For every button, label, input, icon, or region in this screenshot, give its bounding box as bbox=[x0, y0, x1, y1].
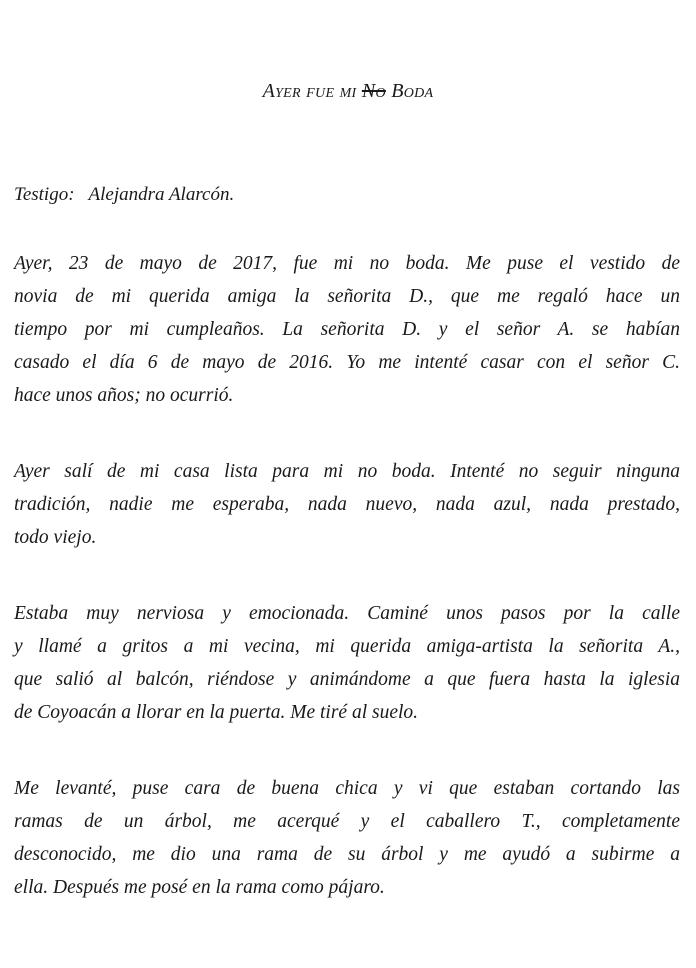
paragraph-line: casado el día 6 de mayo de 2016. Yo me intenté casar con el señor C. bbox=[14, 352, 680, 373]
title-struck-word: No bbox=[361, 80, 386, 102]
paragraph-line: Ayer salí de mi casa lista para mi no boda. Intenté no seguir ninguna bbox=[14, 461, 680, 482]
title-part-1: Ayer fue mi bbox=[262, 80, 357, 102]
paragraph-line: de Coyoacán a llorar en la puerta. Me tiré al suelo. bbox=[14, 702, 419, 723]
paragraph-line: ramas de un árbol, me acerqué y el caballero T., completamente bbox=[14, 811, 680, 832]
paragraph-line: hace unos años; no ocurrió. bbox=[14, 385, 234, 406]
document-title bbox=[0, 80, 696, 103]
paragraph-line: tradición, nadie me esperaba, nada nuevo, nada azul, nada prestado, bbox=[14, 494, 680, 515]
paragraph-1 bbox=[14, 247, 680, 412]
paragraph-line: Estaba muy nerviosa y emocionada. Caminé unos pasos por la calle bbox=[14, 603, 680, 624]
paragraph-line: y llamé a gritos a mi vecina, mi querida amiga-artista la señorita A., bbox=[14, 636, 680, 657]
paragraph-line: novia de mi querida amiga la señorita D., que me regaló hace un bbox=[14, 286, 680, 307]
paragraph-line: que salió al balcón, riéndose y animándome a que fuera hasta la iglesia bbox=[14, 669, 680, 690]
paragraph-line: desconocido, me dio una rama de su árbol y me ayudó a subirme a bbox=[14, 844, 680, 865]
paragraph-line: ella. Después me posé en la rama como pájaro. bbox=[14, 877, 385, 898]
title-part-2: Boda bbox=[391, 80, 434, 102]
paragraph-3 bbox=[14, 597, 680, 729]
witness-line bbox=[14, 184, 234, 206]
witness-label: Testigo: bbox=[14, 184, 75, 205]
paragraph-line: todo viejo. bbox=[14, 527, 97, 548]
paragraph-line: Me levanté, puse cara de buena chica y vi que estaban cortando las bbox=[14, 778, 680, 799]
paragraph-line: tiempo por mi cumpleaños. La señorita D. y el señor A. se habían bbox=[14, 319, 680, 340]
paragraph-line: Ayer, 23 de mayo de 2017, fue mi no boda. Me puse el vestido de bbox=[14, 253, 680, 274]
witness-name: Alejandra Alarcón. bbox=[88, 184, 235, 205]
paragraph-2 bbox=[14, 455, 680, 554]
paragraph-4 bbox=[14, 772, 680, 904]
